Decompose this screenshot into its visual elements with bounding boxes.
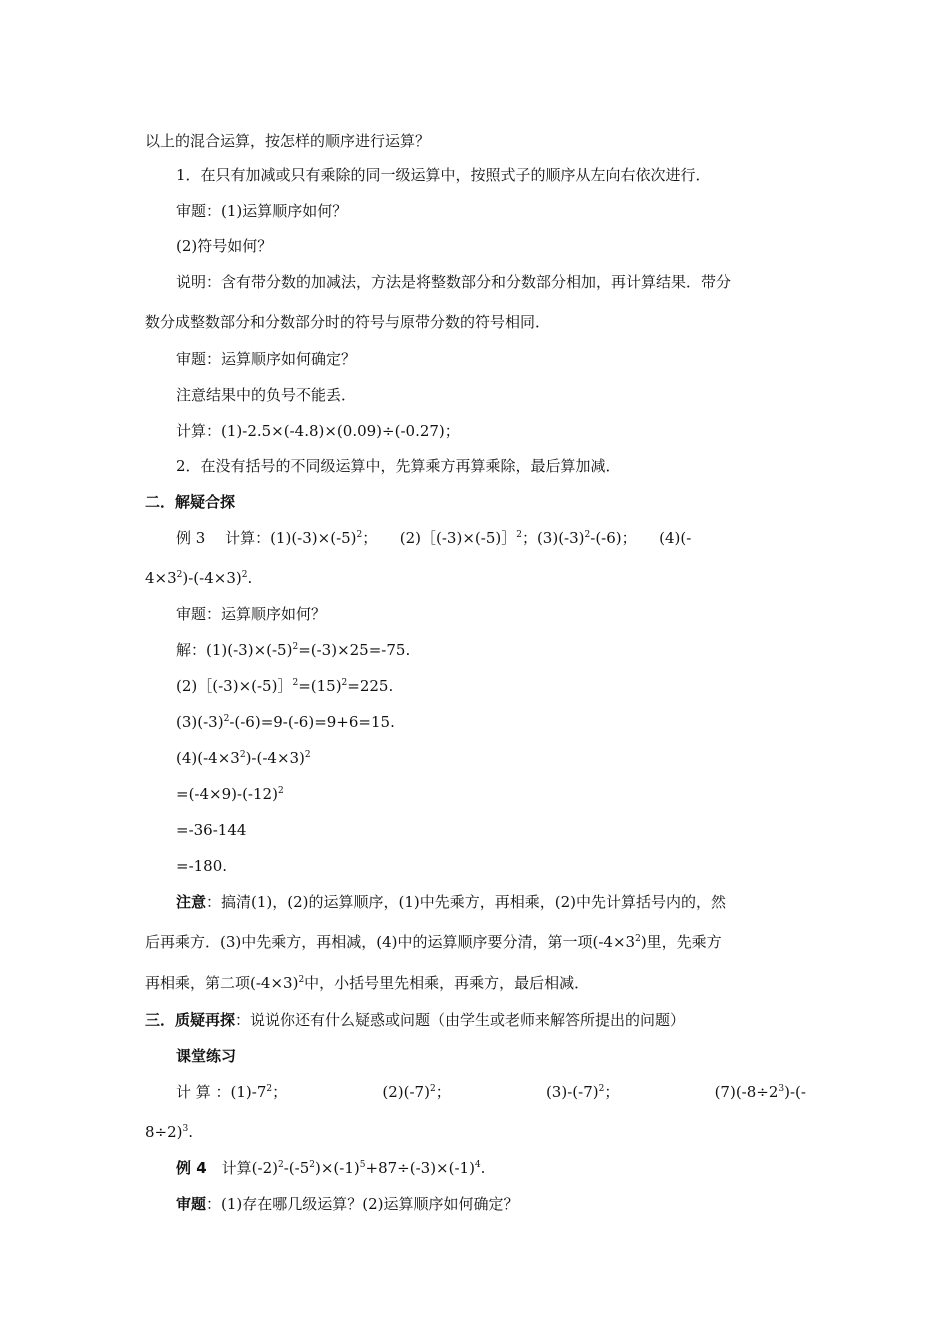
practice-item-1: 计 算 ：$(1)-7^2$； bbox=[176, 1083, 288, 1101]
attention-line-1: 注意：搞清(1)，(2)的运算顺序，(1)中先乘方，再相乘，(2)中先计算括号内的，然 bbox=[176, 893, 727, 911]
example-4: 例 4 计算$(-2)^2-(-5^2)\times(-1)^5+87\div(-3)\times(-1)^4$. bbox=[176, 1159, 486, 1177]
practice-item-3: $(3)-(-7)^2$； bbox=[545, 1083, 620, 1101]
check-1: 审题：(1)运算顺序如何？ bbox=[176, 202, 348, 220]
check-5-label: 审题 bbox=[176, 1195, 207, 1213]
question-order: 以上的混合运算，按怎样的顺序进行运算？ bbox=[145, 132, 431, 150]
check-3: 审题：运算顺序如何确定？ bbox=[176, 350, 357, 368]
solution-2: $(2)[(-3)\times(-5)]^2=(15)^2=225$. bbox=[176, 677, 394, 695]
practice-heading: 课堂练习 bbox=[176, 1047, 237, 1065]
solution-4: $(4)(-4\times 3^2)-(-4\times 3)^2$ bbox=[176, 749, 311, 767]
practice-line-1 bbox=[176, 1082, 806, 1102]
rule-2: 2．在没有括号的不同级运算中，先算乘方再算乘除，最后算加减． bbox=[176, 457, 621, 475]
check-4: 审题：运算顺序如何？ bbox=[176, 605, 327, 623]
attention-label: 注意 bbox=[176, 893, 207, 911]
attention-line-2: 后再乘方．(3)中先乘方，再相减，(4)中的运算顺序要分清，第一项$(-4\times 3^2)$里，先乘方 bbox=[145, 933, 722, 951]
section-2-heading: 二．解疑合探 bbox=[145, 493, 236, 511]
explain-line-2: 数分成整数部分和分数部分时的符号与原带分数的符号相同． bbox=[145, 313, 551, 331]
solution-5: $=(-4\times 9)-(-12)^2$ bbox=[176, 785, 284, 803]
practice-item-4: $(7)(-8\div 2^3)-(-$ bbox=[714, 1083, 806, 1101]
practice-line-2: 8÷2)$^3$. bbox=[145, 1123, 194, 1141]
example-3-line-2: $4\times 3^2)-(-4\times 3)^2$. bbox=[145, 569, 253, 587]
rule-1: 1．在只有加减或只有乘除的同一级运算中，按照式子的顺序从左向右依次进行． bbox=[176, 166, 711, 184]
solution-1: 解：$(1)(-3)\times(-5)^2=(-3)\times 25=-75$. bbox=[176, 641, 411, 659]
calc-1: 计算：(1)-2.5×(-4.8)×(0.09)÷(-0.27)； bbox=[176, 422, 460, 440]
solution-6: =-36-144 bbox=[176, 821, 247, 839]
section-3-line: 三．质疑再探：说说你还有什么疑惑或问题（由学生或老师来解答所提出的问题） bbox=[145, 1011, 686, 1029]
section-3-heading: 三．质疑再探 bbox=[145, 1011, 236, 1029]
practice-item-2: $(2)(-7)^2$； bbox=[382, 1083, 451, 1101]
solution-3: $(3)(-3)^2-(-6)=9-(-6)=9+6=15$. bbox=[176, 713, 395, 731]
explain-line-1: 说明：含有带分数的加减法，方法是将整数部分和分数部分相加，再计算结果．带分 bbox=[176, 273, 732, 291]
attention-line-3: 再相乘，第二项$(-4\times 3)^2$中，小括号里先相乘，再乘方，最后相减． bbox=[145, 974, 590, 992]
note-sign: 注意结果中的负号不能丢． bbox=[176, 386, 357, 404]
solution-7: =-180. bbox=[176, 857, 228, 875]
example-3-line-1: 例 3 计算：$(1)(-3)\times(-5)^2$； (2)［(-3)×(-5)］$^2$；$(3)(-3)^2-(-6)$； (4)(- bbox=[176, 529, 692, 547]
check-5: 审题：(1)存在哪几级运算？(2)运算顺序如何确定？ bbox=[176, 1195, 519, 1213]
check-2: (2)符号如何？ bbox=[176, 237, 273, 255]
example-4-label: 例 4 bbox=[176, 1159, 207, 1177]
